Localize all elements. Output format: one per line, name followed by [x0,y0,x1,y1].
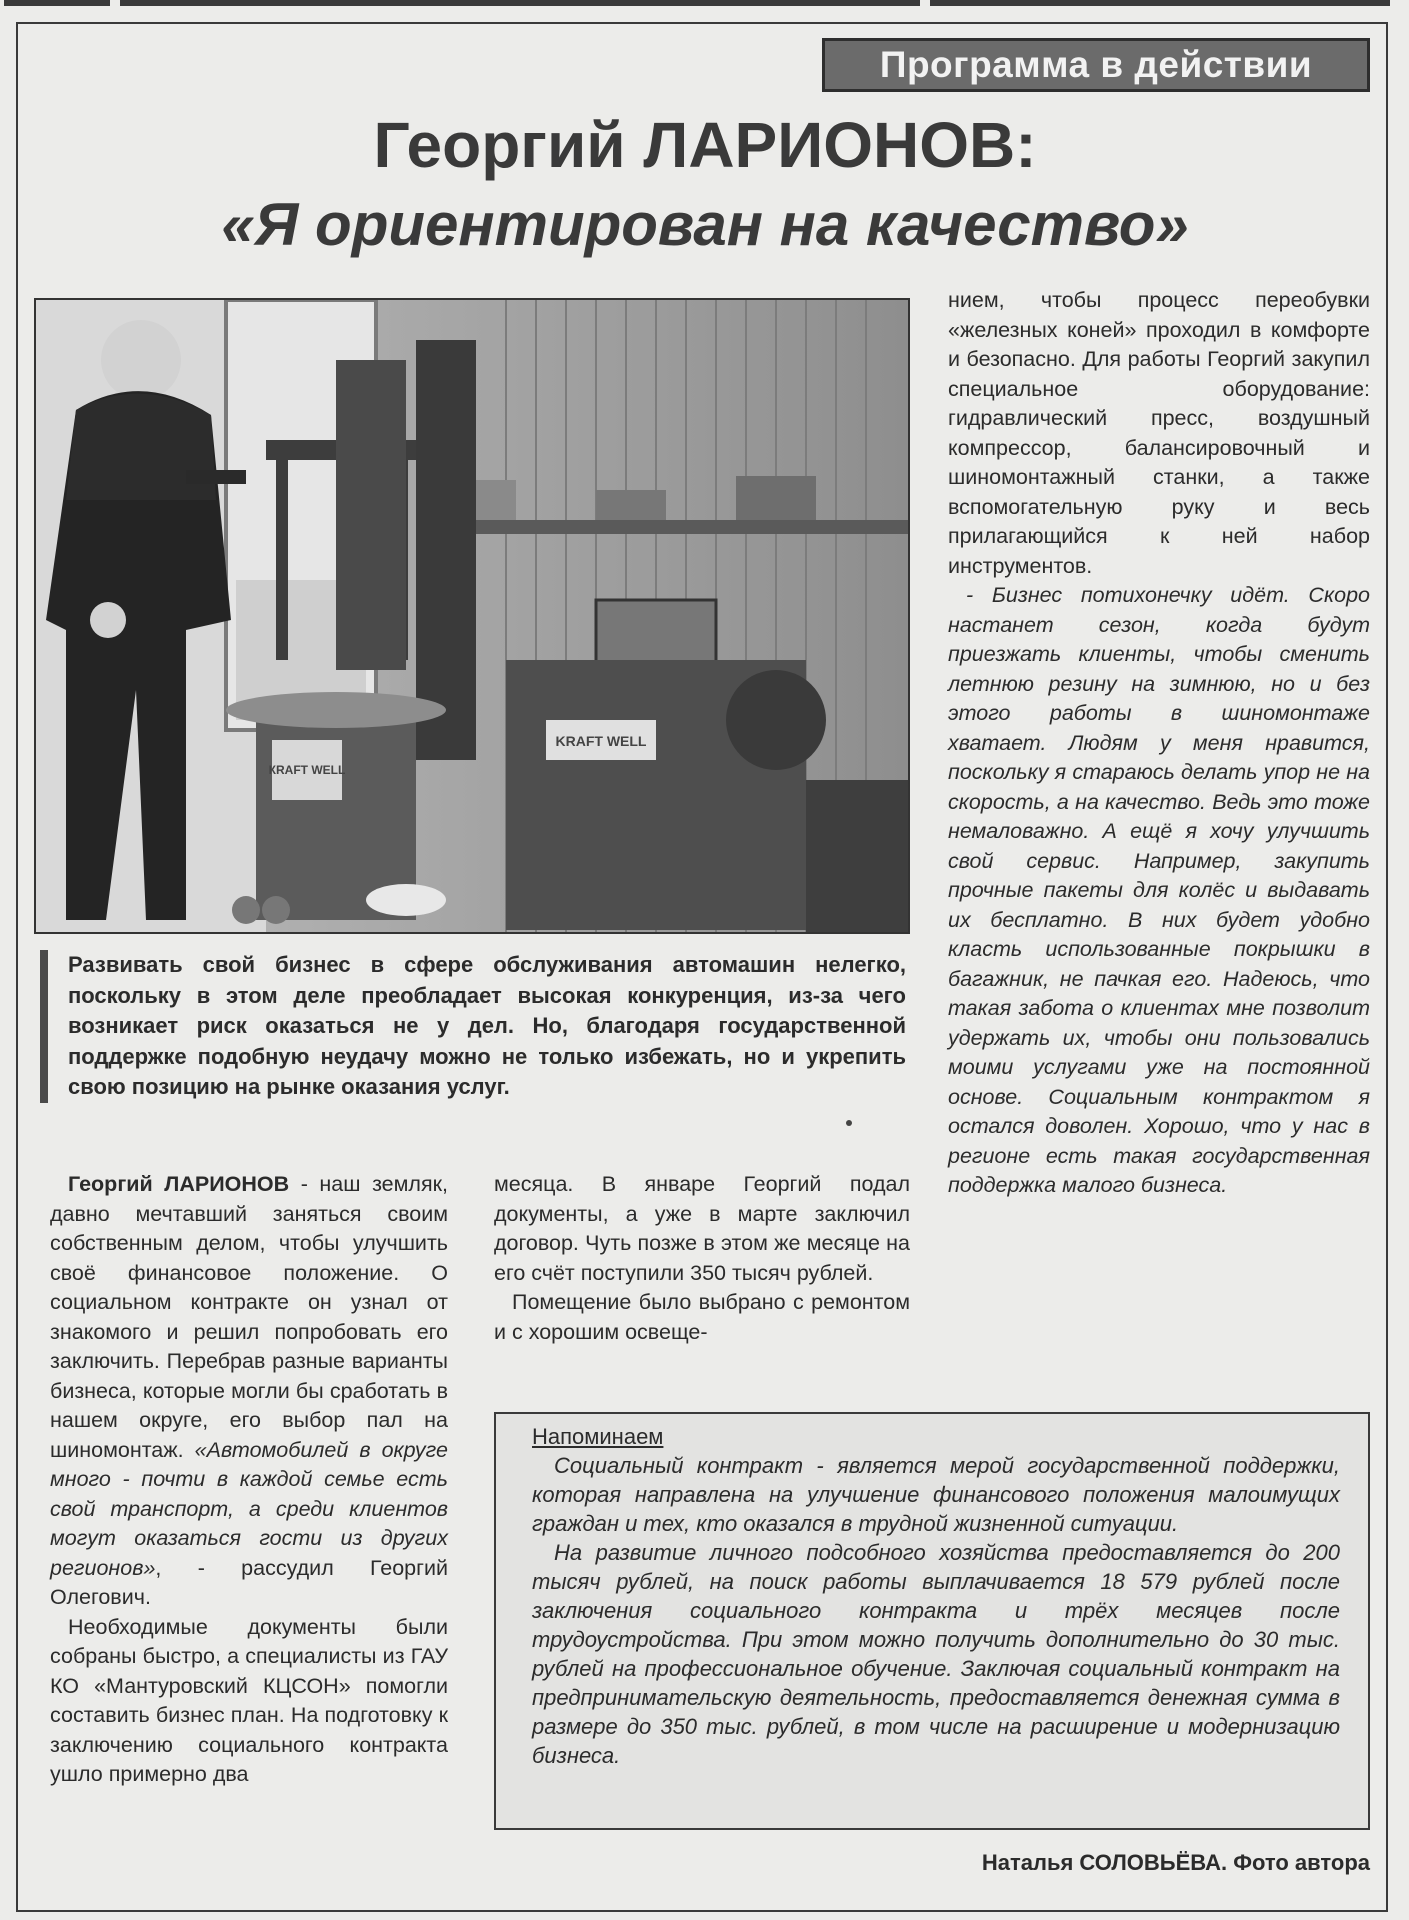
top-rule-right [930,0,1390,6]
left-paragraph-1-quote: «Автомобилей в округе много - почти в каждой семье есть свой транспорт, а среди клиентов могут оказаться гости из других регионов» [50,1437,448,1580]
column-left [50,1170,448,1790]
reminder-paragraph-1: Социальный контракт - является мерой государственной поддержки, которая направлена на улучшение финансового положения малоимущих граждан и тех, кто оказался в трудной жизненной ситуации. [532,1453,1340,1536]
lead-paragraph: Развивать свой бизнес в сфере обслуживания автомашин нелегко, поскольку в этом деле преобладает высокая конкуренция, из-за чего возникает риск оказаться не у дел. Но, благодаря государственной поддержке подобную неудачу можно не только избежать, но и укрепить свою позицию на рынке оказания услуг. [40,950,906,1103]
middle-paragraph-1: месяца. В январе Георгий подал документы, а уже в марте заключил договор. Чуть позже в этом же месяце на его счёт поступили 350 тысяч рублей. [494,1172,910,1285]
headline-quote: «Я ориентирован на качество» [221,191,1189,258]
left-paragraph-1 [50,1170,448,1613]
byline-author: Наталья СОЛОВЬЁВА. [981,1850,1228,1875]
print-speck [846,1120,852,1126]
rubric-label: Программа в действии [822,38,1370,92]
left-paragraph-1-tail: , - рассудил Георгий Олегович. [50,1555,448,1609]
machine-label-2: KRAFT WELL [555,733,647,749]
byline [700,1848,1370,1878]
top-rule-mid [120,0,920,6]
article-photo [34,298,910,934]
reminder-box [494,1412,1370,1830]
column-middle [494,1170,910,1347]
right-paragraph-2: - Бизнес потихонечку идёт. Скоро настанет сезон, когда будут приезжать клиенты, чтобы сменить летнюю резину на зимнюю, но и без этого работы в шиномонтаже хватает. Людям у меня нравится, поскольку я стараюсь делать упор не на скорость, а на качество. Ведь это тоже немаловажно. А ещё я хочу улучшить свой сервис. Например, закупить прочные пакеты для колёс и выдавать их бесплатно. В них будет удобно класть использованные покрышки в багажник, не пачкая его. Надеюсь, что такая забота о клиентах мне позволит удержать их, чтобы они пользовались моими услугами уже на постоянной основе. Социальным контрактом я остался доволен. Хорошо, что у нас в регионе есть такая государственная поддержка малого бизнеса. [948,583,1370,1197]
machine-label-1: КRAFT WELL [268,763,346,777]
left-paragraph-2: Необходимые документы были собраны быстро, а специалисты из ГАУ КО «Мантуровский КЦСОН» помогли составить бизнес план. На подготовку к заключению социального контракта ушло примерно два [50,1614,448,1786]
top-rule-left [4,0,110,6]
tire-shop-illustration [36,300,908,932]
headline [40,104,1370,264]
byline-credit: Фото автора [1233,1850,1370,1875]
reminder-title: Напоминаем [532,1424,664,1449]
middle-paragraph-2: Помещение было выбрано с ремонтом и с хорошим освеще- [494,1290,910,1344]
subject-name: Георгий ЛАРИОНОВ [68,1172,290,1196]
left-paragraph-1-text: - наш земляк, давно мечтавший заняться своим собственным делом, чтобы улучшить своё финансовое положение. О социальном контракте он узнал от знакомого и решил попробовать его заключить. Перебрав разные варианты бизнеса, которые могли бы сработать в нашем округе, его выбор пал на шиномонтаж. [50,1172,448,1462]
reminder-paragraph-2: На развитие личного подсобного хозяйства предоставляется до 200 тысяч рублей, на поиск работы выплачивается 18 579 рублей после заключения социального контракта и трёх месяцев после трудоустройства. При этом можно получить дополнительно до 30 тыс. рублей на профессиональное обучение. Заключая социальный контракт на предпринимательскую деятельность, предоставляется денежная сумма в размере до 350 тыс. рублей, в том числе на расширение и модернизацию бизнеса. [532,1540,1340,1768]
column-right [948,286,1370,1201]
right-paragraph-1: нием, чтобы процесс переобувки «железных коней» проходил в комфорте и безопасно. Для работы Георгий закупил специальное оборудование: гидравлический пресс, воздушный компрессор, балансировочный и шиномонтажный станки, а также вспомогательную руку и весь прилагающийся к ней набор инструментов. [948,288,1370,578]
headline-name: Георгий ЛАРИОНОВ: [373,109,1037,181]
